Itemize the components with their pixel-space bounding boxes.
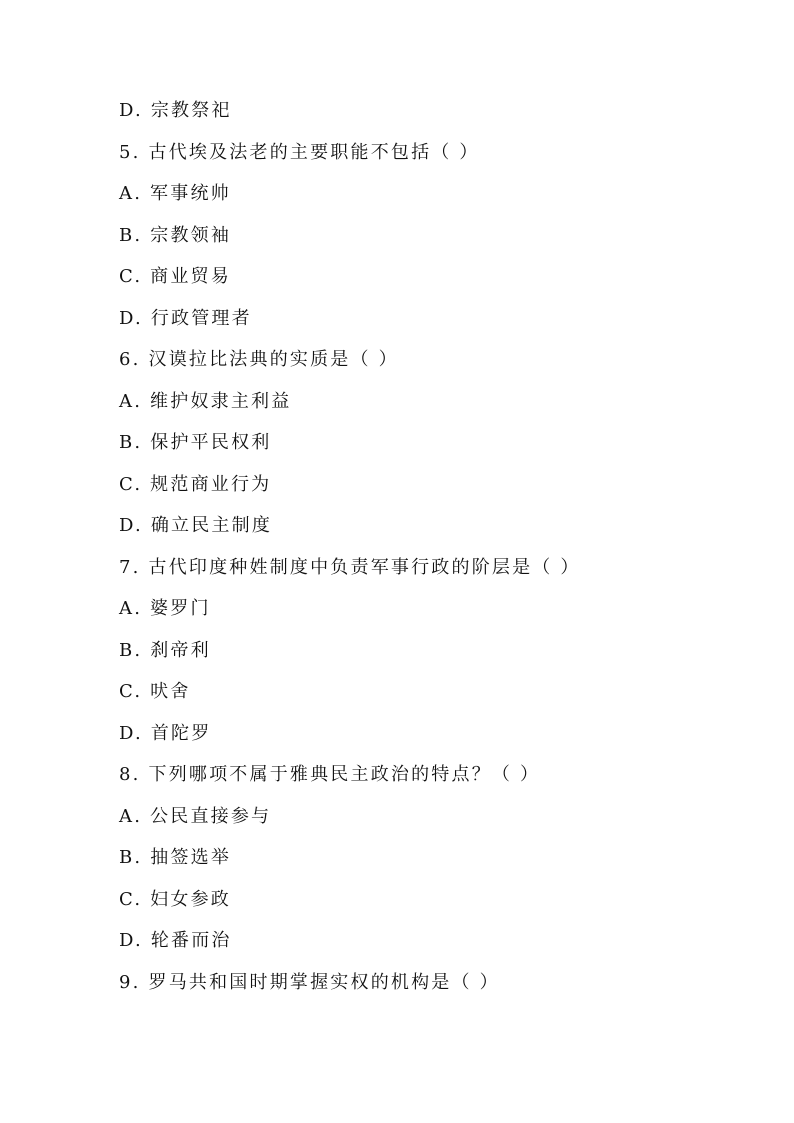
option-line: C. 商业贸易: [119, 266, 231, 287]
option-line: D. 行政管理者: [119, 307, 252, 329]
question-line: 9. 罗马共和国时期掌握实权的机构是（ ）: [119, 971, 500, 993]
option-line: D. 首陀罗: [119, 722, 212, 744]
question-list: [119, 96, 581, 1009]
option-line: B. 保护平民权利: [119, 432, 272, 453]
option-line: B. 刹帝利: [119, 639, 211, 661]
option-line: D. 轮番而治: [119, 930, 232, 951]
question-line: 7. 古代印度种姓制度中负责军事行政的阶层是（ ）: [119, 556, 581, 578]
question-line: 5. 古代埃及法老的主要职能不包括（ ）: [119, 141, 480, 163]
option-line: C. 规范商业行为: [119, 473, 272, 495]
question-line: 8. 下列哪项不属于雅典民主政治的特点？（ ）: [119, 764, 541, 785]
option-line: B. 宗教领袖: [119, 224, 232, 246]
option-line: C. 妇女参政: [119, 888, 231, 910]
option-line: D. 确立民主制度: [119, 515, 273, 536]
option-line: A. 公民直接参与: [119, 805, 272, 827]
option-line: B. 抽签选举: [119, 847, 232, 868]
option-line: D. 宗教祭祀: [119, 100, 232, 121]
option-line: C. 吠舍: [119, 681, 191, 702]
question-line: 6. 汉谟拉比法典的实质是（ ）: [119, 349, 399, 370]
option-line: A. 军事统帅: [119, 183, 231, 204]
option-line: A. 婆罗门: [119, 598, 211, 619]
option-line: A. 维护奴隶主利益: [119, 390, 292, 412]
